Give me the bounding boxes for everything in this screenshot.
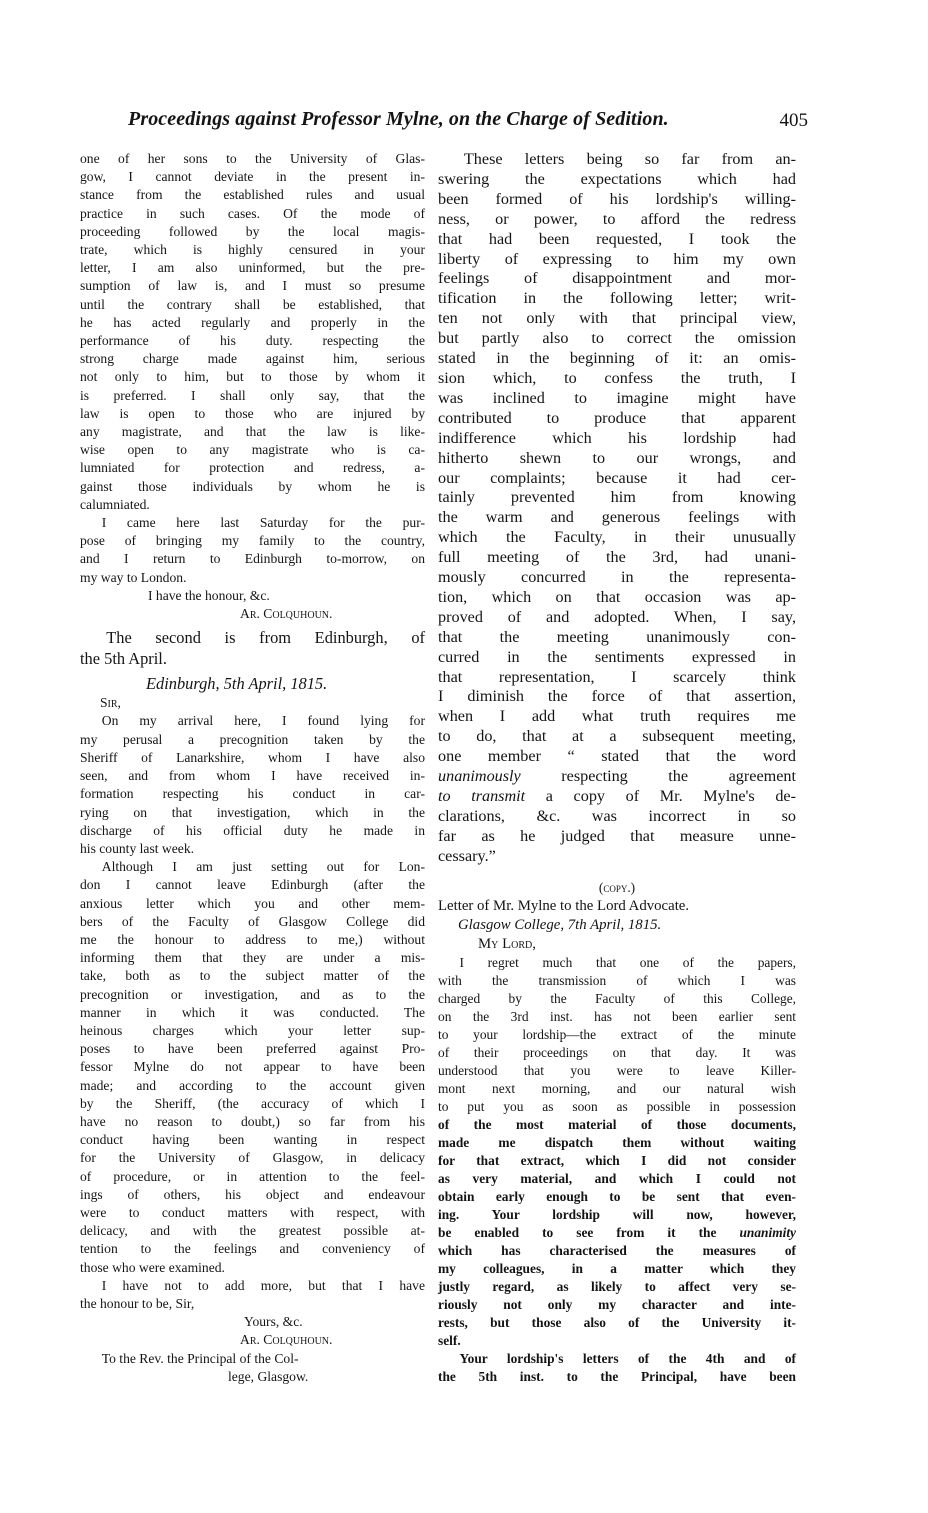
text-line xyxy=(438,1224,796,1242)
dateline: Glasgow College, 7th April, 1815. xyxy=(458,916,662,933)
text-line: cessary.” xyxy=(438,846,496,865)
text-line: for the University of Glasgow, in delicacy xyxy=(80,1150,425,1166)
text-line: letter, I am also uninformed, but the pre- xyxy=(80,260,425,276)
text-line: the honour to be, Sir, xyxy=(80,1295,195,1311)
text-line: and I return to Edinburgh to-morrow, on xyxy=(80,551,425,567)
text-line: that representation, I scarcely think xyxy=(438,667,796,686)
intro-second-letter xyxy=(80,627,425,669)
text-line: he has acted regularly and properly in the xyxy=(80,314,425,330)
text-line: stated in the beginning of it: an omis- xyxy=(438,349,796,368)
text-line: far as he judged that measure unne- xyxy=(438,826,796,845)
text-line: ness, or power, to afford the redress xyxy=(438,209,796,228)
text-line: swering the expectations which had xyxy=(438,169,796,188)
text-line: precognition or investigation, and as to the xyxy=(80,986,425,1002)
text-line: sumption of law is, and I must so presume xyxy=(80,278,425,294)
text-line: until the contrary shall be established, that xyxy=(80,296,425,312)
paragraph-left-3 xyxy=(80,712,425,858)
text-line: tion, which on that occasion was ap- xyxy=(438,587,796,606)
text-line: to put you as soon as possible in possession xyxy=(438,1098,796,1114)
text-line: don I cannot leave Edinburgh (after the xyxy=(80,877,425,893)
text-line: take, both as to the subject matter of the xyxy=(80,968,425,984)
text-line: To the Rev. the Principal of the Col- xyxy=(101,1350,299,1366)
copied-letter xyxy=(438,879,796,1386)
running-header xyxy=(128,108,808,138)
text-line: were to conduct matters with respect, with xyxy=(80,1204,425,1220)
text-line: my colleagues, in a matter which they xyxy=(438,1260,796,1276)
text-line: bers of the Faculty of Glasgow College did xyxy=(80,913,425,929)
text-line: for that extract, which I did not consider xyxy=(438,1152,796,1168)
letter-heading: Letter of Mr. Mylne to the Lord Advocate. xyxy=(438,897,690,914)
text-line: our complaints; because it had cer- xyxy=(438,468,796,487)
text-line: rests, but those also of the University it- xyxy=(438,1314,796,1330)
text-line: but partly also to correct the omission xyxy=(438,329,796,348)
text-line: one of her sons to the University of Glas- xyxy=(80,151,425,166)
text-line: sion which, to confess the truth, I xyxy=(438,368,796,387)
text-line: Although I am just setting out for Lon- xyxy=(101,859,425,875)
running-title: Proceedings against Professor Mylne, on the Charge of Sedition. xyxy=(128,108,669,130)
text-line: feelings of disappointment and mor- xyxy=(438,269,796,288)
text-line: fessor Mylne do not appear to have been xyxy=(80,1059,425,1075)
text-line: the warm and generous feelings with xyxy=(438,508,796,527)
text-line: the 5th inst. to the Principal, have been xyxy=(438,1368,796,1384)
paragraph-left-2 xyxy=(80,514,425,587)
text-line: anxious letter which you and other mem- xyxy=(80,895,425,911)
text-line: seen, and from whom I have received in- xyxy=(80,768,425,784)
address-block xyxy=(80,1350,425,1386)
text-line: made me dispatch them without waiting xyxy=(438,1134,796,1150)
text-line: liberty of expressing to him my own xyxy=(438,249,796,268)
text-line: ings of others, his object and endeavour xyxy=(80,1186,425,1202)
text-line: understood that you were to leave Killer- xyxy=(438,1062,796,1078)
italic-phrase: unanimity xyxy=(739,1224,796,1240)
text-line: gainst those individuals by whom he is xyxy=(80,478,425,494)
text-line: was inclined to imagine might have xyxy=(438,388,796,407)
text-line: discharge of his official duty he made in xyxy=(80,822,425,838)
italic-phrase: to transmit xyxy=(438,787,526,805)
text-line: proved of and adopted. When, I say, xyxy=(438,607,796,626)
text-line: mont next morning, and our natural wish xyxy=(438,1080,796,1096)
text-line: wise open to any magistrate who is ca- xyxy=(80,442,425,458)
text-line: his county last week. xyxy=(80,840,195,856)
text-line: trate, which is highly censured in your xyxy=(80,242,425,258)
text-line: that the meeting unanimously con- xyxy=(438,627,796,646)
text-line: poses to have been preferred against Pro- xyxy=(80,1041,425,1057)
page-number: 405 xyxy=(779,110,808,131)
signature: Ar. Colquhoun. xyxy=(240,1332,333,1348)
text-line: tification in the following letter; writ- xyxy=(438,289,796,308)
text-line: indifference which his lordship had xyxy=(438,428,796,447)
text-line: formation respecting his conduct in car- xyxy=(80,786,425,802)
text-line: my perusal a precognition taken by the xyxy=(80,731,425,747)
text-line: performance of his duty. respecting the xyxy=(80,333,425,349)
text-line: self. xyxy=(438,1332,461,1348)
paragraph-right-3 xyxy=(438,1350,796,1386)
text-line: which the Faculty, in their unusually xyxy=(438,528,796,547)
text-line: lumniated for protection and redress, a- xyxy=(80,460,425,476)
text-fragment: a copy of Mr. Mylne's de- xyxy=(525,787,796,805)
text-line: clarations, &c. was incorrect in so xyxy=(438,806,796,825)
text-fragment: respecting the agreement xyxy=(520,767,796,786)
text-line: made; and according to the account given xyxy=(80,1077,425,1093)
text-line: heinous charges which your letter sup- xyxy=(80,1022,425,1038)
text-line: obtain early enough to be sent that even- xyxy=(438,1188,796,1204)
signature: Ar. Colquhoun. xyxy=(240,606,333,622)
text-line: one member “ stated that the word xyxy=(438,747,796,766)
text-line: I came here last Saturday for the pur- xyxy=(101,515,425,531)
text-line: with the transmission of which I was xyxy=(438,972,796,988)
text-line: have no reason to doubt,) so far from his xyxy=(80,1113,425,1129)
text-line: not only to him, but to those by whom it xyxy=(80,369,425,385)
text-line: practice in such cases. Of the mode of xyxy=(80,205,425,221)
text-line: the 5th April. xyxy=(80,649,167,669)
closing-line: Yours, &c. xyxy=(244,1314,303,1330)
text-line: is preferred. I shall only say, that the xyxy=(80,387,425,403)
italic-phrase: unanimously xyxy=(438,767,521,786)
text-line: conduct having been wanting in respect xyxy=(80,1132,425,1148)
text-line: Sheriff of Lanarkshire, whom I have also xyxy=(80,749,425,765)
text-line: on the 3rd inst. has not been earlier sent xyxy=(438,1008,796,1024)
paragraph-left-4 xyxy=(80,858,425,1277)
text-line: informing them that they are under a mis- xyxy=(80,950,425,966)
text-line: justly regard, as likely to affect very se- xyxy=(438,1278,796,1294)
text-line: of their proceedings on that day. It was xyxy=(438,1044,796,1060)
text-line: ing. Your lordship will now, however, xyxy=(438,1206,796,1222)
text-line: those who were examined. xyxy=(80,1259,225,1275)
text-line: I regret much that one of the papers, xyxy=(459,954,796,970)
text-fragment: be enabled to see from it the xyxy=(438,1224,740,1240)
left-column xyxy=(80,150,425,1386)
paragraph-left-5 xyxy=(80,1277,425,1313)
paragraph-left-1 xyxy=(80,150,425,514)
text-line: any magistrate, and that the law is like- xyxy=(80,424,425,440)
text-line: riously not only my character and inte- xyxy=(438,1296,796,1312)
text-line: ten not only with that principal view, xyxy=(438,309,796,328)
text-line: tention to the feelings and conveniency of xyxy=(80,1241,425,1257)
text-line: gow, I cannot deviate in the present in- xyxy=(80,169,425,185)
text-line: been formed of his lordship's willing- xyxy=(438,189,796,208)
text-line: calumniated. xyxy=(80,496,150,512)
salutation: Sir, xyxy=(100,695,121,711)
text-line: pose of bringing my family to the country, xyxy=(80,533,425,549)
text-line: lege, Glasgow. xyxy=(228,1368,309,1384)
text-line: that had been requested, I took the xyxy=(438,229,796,248)
text-line: manner in which it was conducted. The xyxy=(80,1004,425,1020)
text-line: to do, that at a subsequent meeting, xyxy=(438,727,796,746)
copy-label: (copy.) xyxy=(598,879,636,895)
text-line: which has characterised the measures of xyxy=(438,1242,796,1258)
text-line: contributed to produce that apparent xyxy=(438,408,796,427)
text-line: tainly prevented him from knowing xyxy=(438,488,796,507)
dateline: Edinburgh, 5th April, 1815. xyxy=(146,674,328,694)
text-line: when I add what truth requires me xyxy=(438,707,796,726)
text-line: I have not to add more, but that I have xyxy=(101,1277,425,1293)
text-line: my way to London. xyxy=(80,569,187,585)
text-line: hitherto shewn to our wrongs, and xyxy=(438,448,796,467)
text-line: stance from the established rules and usual xyxy=(80,187,425,203)
text-line: strong charge made against him, serious xyxy=(80,351,425,367)
salutation: My Lord, xyxy=(478,935,536,952)
text-line: These letters being so far from an- xyxy=(463,150,796,168)
text-line: of the most material of those documents, xyxy=(438,1116,796,1132)
text-line: me the honour to address to me,) without xyxy=(80,931,425,947)
text-line: rying on that investigation, which in the xyxy=(80,804,425,820)
text-line: to your lordship—the extract of the minute xyxy=(438,1026,796,1042)
text-line: Your lordship's letters of the 4th and of xyxy=(459,1350,796,1366)
text-line: charged by the Faculty of this College, xyxy=(438,990,796,1006)
paragraph-right-2 xyxy=(438,954,796,1350)
text-line: curred in the sentiments expressed in xyxy=(438,647,796,666)
text-line: full meeting of the 3rd, had unani- xyxy=(438,548,796,567)
text-line: proceeding followed by the local magis- xyxy=(80,223,425,239)
text-line: I diminish the force of that assertion, xyxy=(438,687,796,706)
text-line: The second is from Edinburgh, of xyxy=(106,628,425,648)
text-line: On my arrival here, I found lying for xyxy=(101,713,425,729)
text-line: mously concurred in the representa- xyxy=(438,568,796,587)
right-column xyxy=(438,150,796,1386)
text-line xyxy=(438,767,796,787)
text-line: law is open to those who are injured by xyxy=(80,405,425,421)
text-line: by the Sheriff, (the accuracy of which I xyxy=(80,1095,425,1111)
text-line: of procedure, or in attention to the feel- xyxy=(80,1168,425,1184)
text-line xyxy=(438,787,796,807)
paragraph-right-1 xyxy=(438,150,796,867)
text-line: as very material, and which I could not xyxy=(438,1170,796,1186)
closing-line: I have the honour, &c. xyxy=(148,587,270,603)
text-line: delicacy, and with the greatest possible at- xyxy=(80,1223,425,1239)
